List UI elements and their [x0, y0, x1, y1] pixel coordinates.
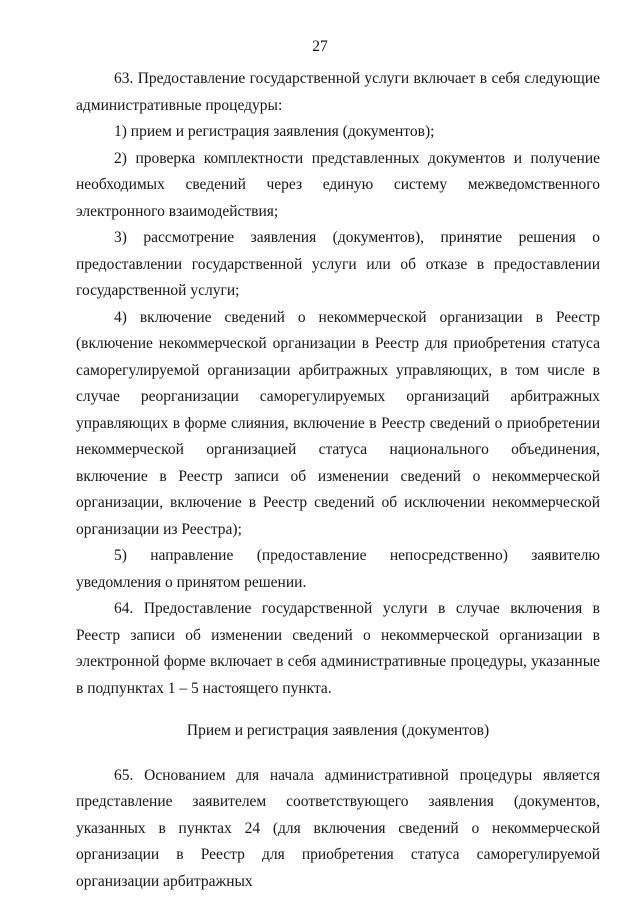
list-item-3: 3) рассмотрение заявления (документов), принятие решения о предоставлении государственной услуги или об отказе в предоставлении государственной услуги;: [76, 229, 600, 299]
list-item-2: 2) проверка комплектности представленных документов и получение необходимых сведений через единую систему межведомственного электронного взаимодействия;: [76, 149, 600, 220]
section-subheading: Прием и регистрация заявления (документов): [186, 722, 490, 739]
paragraph-65: 65. Основанием для начала административной процедуры является представление заявителем соответствующего заявления (документов, указанных в пунктах 24 (для включения сведений о некоммерческой организации в Реестр для приобретения статуса саморегулируемой организации арбитражных: [76, 766, 600, 890]
paragraph-64: 64. Предоставление государственной услуги в случае включения в Реестр записи об изменении сведений о некоммерческой организации в электронной форме включает в себя административные процедуры, указанные в подпунктах 1 – 5 настоящего пункта.: [76, 600, 600, 697]
document-body: [76, 66, 600, 895]
list-item-1: 1) прием и регистрация заявления (документов);: [114, 123, 435, 140]
list-item-4: 4) включение сведений о некоммерческой организации в Реестр (включение некоммерческой организации в Реестр для приобретения статуса саморегулируемой организации арбитражных управляющих, в том числе в случае реорганизации саморегулируемых организаций арбитражных управляющих в форме слияния, включение в Реестр сведений о приобретении некоммерческой организацией статуса национального объединения, включение в Реестр записи об изменении сведений о некоммерческой организации, включение в Реестр сведений об исключении некоммерческой организации из Реестра);: [76, 308, 600, 538]
page-number: 27: [312, 38, 328, 55]
list-item-5: 5) направление (предоставление непосредственно) заявителю уведомления о принятом решении.: [76, 547, 600, 591]
paragraph-63-intro: 63. Предоставление государственной услуги включает в себя следующие административные процедуры:: [76, 70, 600, 114]
